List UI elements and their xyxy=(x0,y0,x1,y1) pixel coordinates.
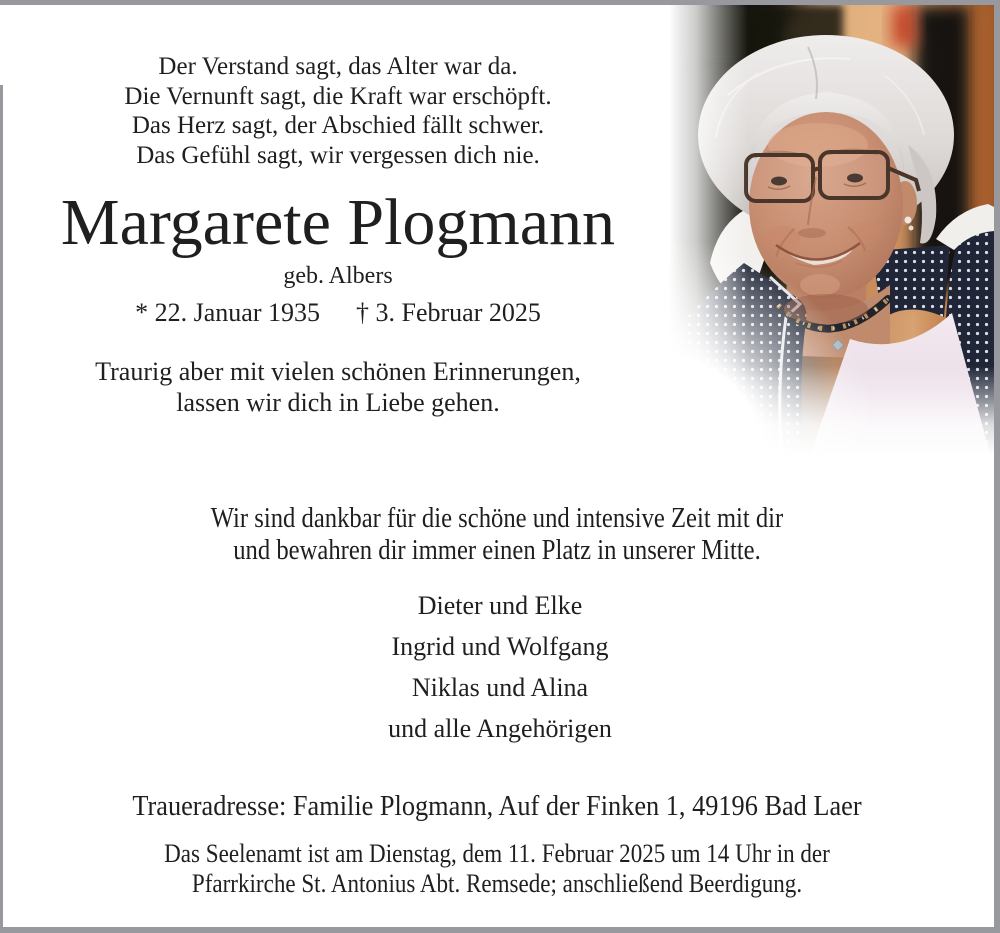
opening-verse xyxy=(8,52,668,170)
mourner-entry: und alle Angehörigen xyxy=(388,714,612,743)
farewell-line: lassen wir dich in Liebe gehen. xyxy=(176,388,500,417)
frame-edge-left xyxy=(0,85,3,933)
mourner-entry: Dieter und Elke xyxy=(417,591,583,620)
death-date: † 3. Februar 2025 xyxy=(356,298,541,327)
verse-line: Das Gefühl sagt, wir vergessen dich nie. xyxy=(136,141,540,169)
verse-line: Der Verstand sagt, das Alter war da. xyxy=(158,53,518,80)
service-info xyxy=(0,839,994,898)
service-line: Pfarrkirche St. Antonius Abt. Remsede; anschließend Beerdigung. xyxy=(191,867,803,898)
tribute-line: und bewahren dir immer einen Platz in unserer Mitte. xyxy=(233,534,761,566)
verse-line: Die Vernunft sagt, die Kraft war erschöpft. xyxy=(124,82,552,110)
birth-date: * 22. Januar 1935 xyxy=(135,298,320,327)
portrait-photo xyxy=(658,5,994,461)
portrait-illustration xyxy=(658,5,994,461)
mourner-entry: Niklas und Alina xyxy=(411,673,589,702)
frame-edge-top xyxy=(0,0,1000,5)
farewell-text xyxy=(8,356,668,418)
frame-edge-bottom xyxy=(0,927,1000,933)
mourner-entry: Ingrid und Wolfgang xyxy=(391,632,609,661)
mourners-list xyxy=(0,593,1000,757)
tribute-text xyxy=(0,503,994,566)
farewell-line: Traurig aber mit vielen schönen Erinnerungen, xyxy=(95,357,581,386)
life-dates xyxy=(8,298,668,328)
mourning-address xyxy=(0,791,994,823)
maiden-name: geb. Albers xyxy=(283,263,393,289)
frame-edge-right xyxy=(994,0,1000,933)
service-line: Das Seelenamt ist am Dienstag, dem 11. Februar 2025 um 14 Uhr in der xyxy=(164,838,830,868)
mourning-address-line: Traueradresse: Familie Plogmann, Auf der Finken 1, 49196 Bad Laer xyxy=(132,791,862,822)
deceased-name: Margarete Plogmann xyxy=(60,186,616,259)
tribute-line: Wir sind dankbar für die schöne und intensive Zeit mit dir xyxy=(210,503,784,534)
verse-line: Das Herz sagt, der Abschied fällt schwer. xyxy=(131,112,545,139)
